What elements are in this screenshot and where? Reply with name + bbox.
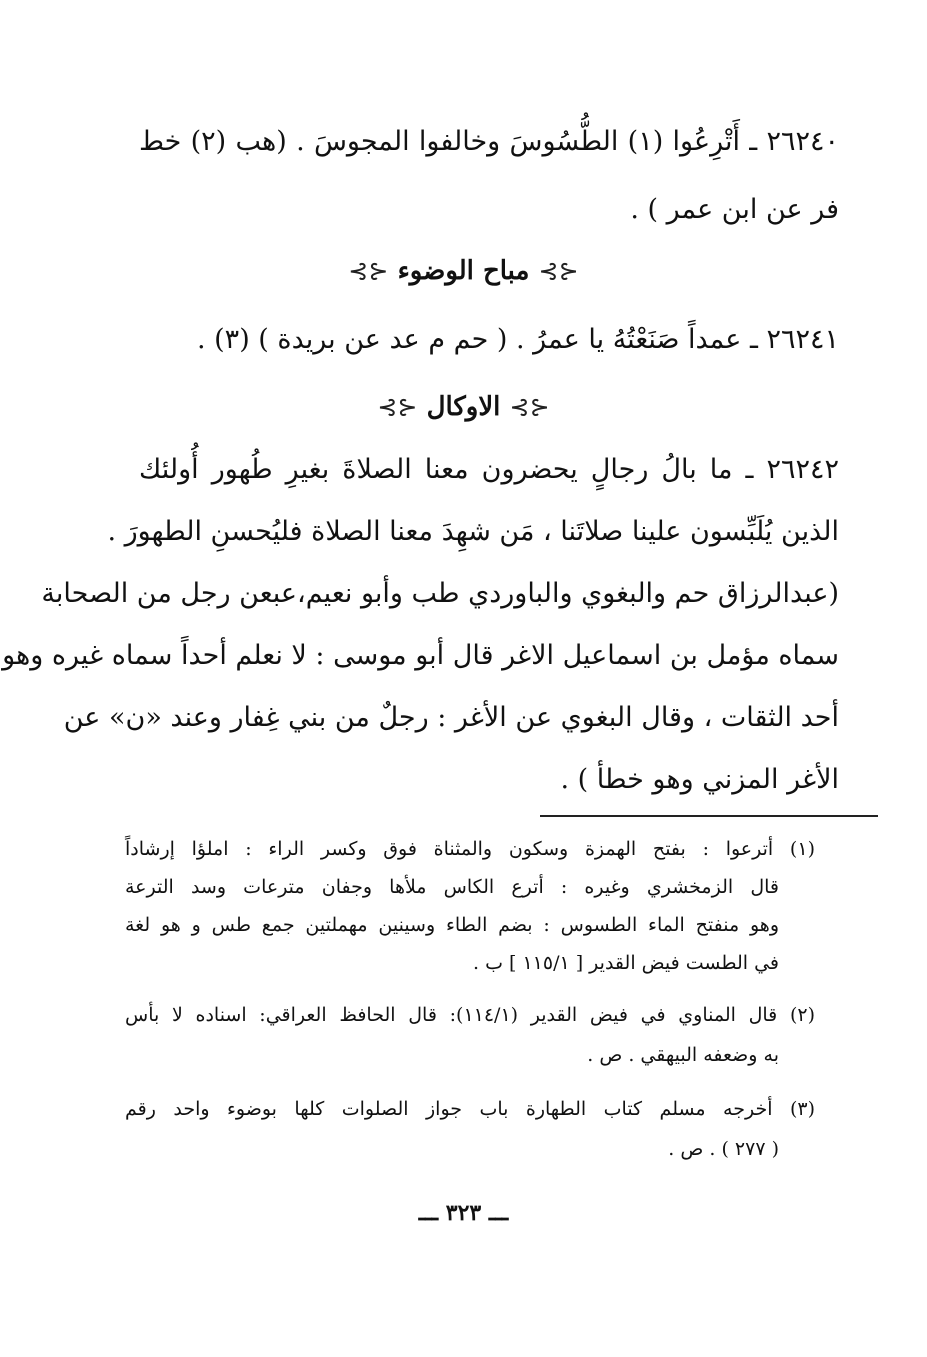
hadith-26242-line-1: ٢٦٢٤٢ ـ ما بالُ رجالٍ يحضرون معنا الصلاةَ بغيرِ طُهور أُولئك — [139, 454, 839, 485]
footnote-1-line-1: (١) أترعوا : بفتح الهمزة وسكون والمثناة فوق وكسر الراء : املؤا إرشاداً — [125, 838, 815, 860]
hadith-26240-line-1: ٢٦٢٤٠ ـ أَتْرِعُوا (١) الطُّسُوسَ وخالفوا المجوسَ . (هب (٢) خط — [139, 126, 840, 157]
footnote-3-line-2: ( ٢٧٧ ) . ص . — [668, 1138, 779, 1160]
hadith-26242-line-2: الذين يُلَبِّسون علينا صلاتَنا ، مَن شهِدَ معنا الصلاة فليُحسنِ الطهورَ . — [107, 516, 839, 547]
footnote-2-line-1: (٢) قال المناوي في فيض القدير (١١٤/١): قال الحافظ العراقي: اسناده لا بأس — [125, 1004, 816, 1026]
footnote-2-line-2: به وضعفه البيهقي . ص . — [587, 1044, 779, 1066]
ornament-right-icon: ⊰⊱ — [538, 257, 579, 285]
hadith-26242-line-3: (عبدالرزاق حم والبغوي والباوردي طب وأبو نعيم،عبعن رجل من الصحابة — [41, 578, 839, 609]
hadith-26242-line-4: سماه مؤمل بن اسماعيل الاغر قال أبو موسى : لا نعلم أحداً سماه غيره وهو — [2, 640, 839, 671]
footnote-1-line-2: قال الزمخشري وغيره : أترع الكاس ملأها وجفان مترعات وسد الترعة — [125, 876, 779, 898]
ornament-right-icon: ⊰⊱ — [509, 393, 550, 421]
ornament-left-icon: ⊰⊱ — [348, 257, 389, 285]
section-heading-mubah-wudu — [0, 258, 927, 284]
footnote-3-line-1: (٣) أخرجه مسلم كتاب الطهارة باب جواز الصلوات كلها بوضوء واحد رقم — [125, 1098, 815, 1120]
hadith-26241-line-1: ٢٦٢٤١ ـ عمداً صَنَعْتُهُ يا عمرُ . ( حم م عد عن بريدة ) (٣) . — [196, 324, 839, 355]
footnote-divider — [540, 815, 878, 817]
page-number: ـــ ٣٢٣ ـــ — [418, 1200, 509, 1226]
section-title: الاوكال — [426, 392, 501, 422]
hadith-26242-line-5: أحد الثقات ، وقال البغوي عن الأغر : رجلٌ من بني غِفار وعند «ن» عن — [63, 702, 839, 733]
footnote-1-line-4: في الطست فيض القدير [ ١١٥/١ ] ب . — [472, 952, 779, 974]
footnote-1-line-3: وهو منفتح الماء الطسوس : بضم الطاء وسينين مهملتين جمع طس و هو لغة — [125, 914, 779, 936]
section-title: مباح الوضوء — [397, 256, 530, 286]
section-heading-awkal — [0, 394, 927, 420]
hadith-26240-line-2: فر عن ابن عمر ) . — [630, 194, 839, 225]
hadith-26242-line-6: الأغر المزني وهو خطأ ) . — [560, 764, 839, 795]
ornament-left-icon: ⊰⊱ — [377, 393, 418, 421]
